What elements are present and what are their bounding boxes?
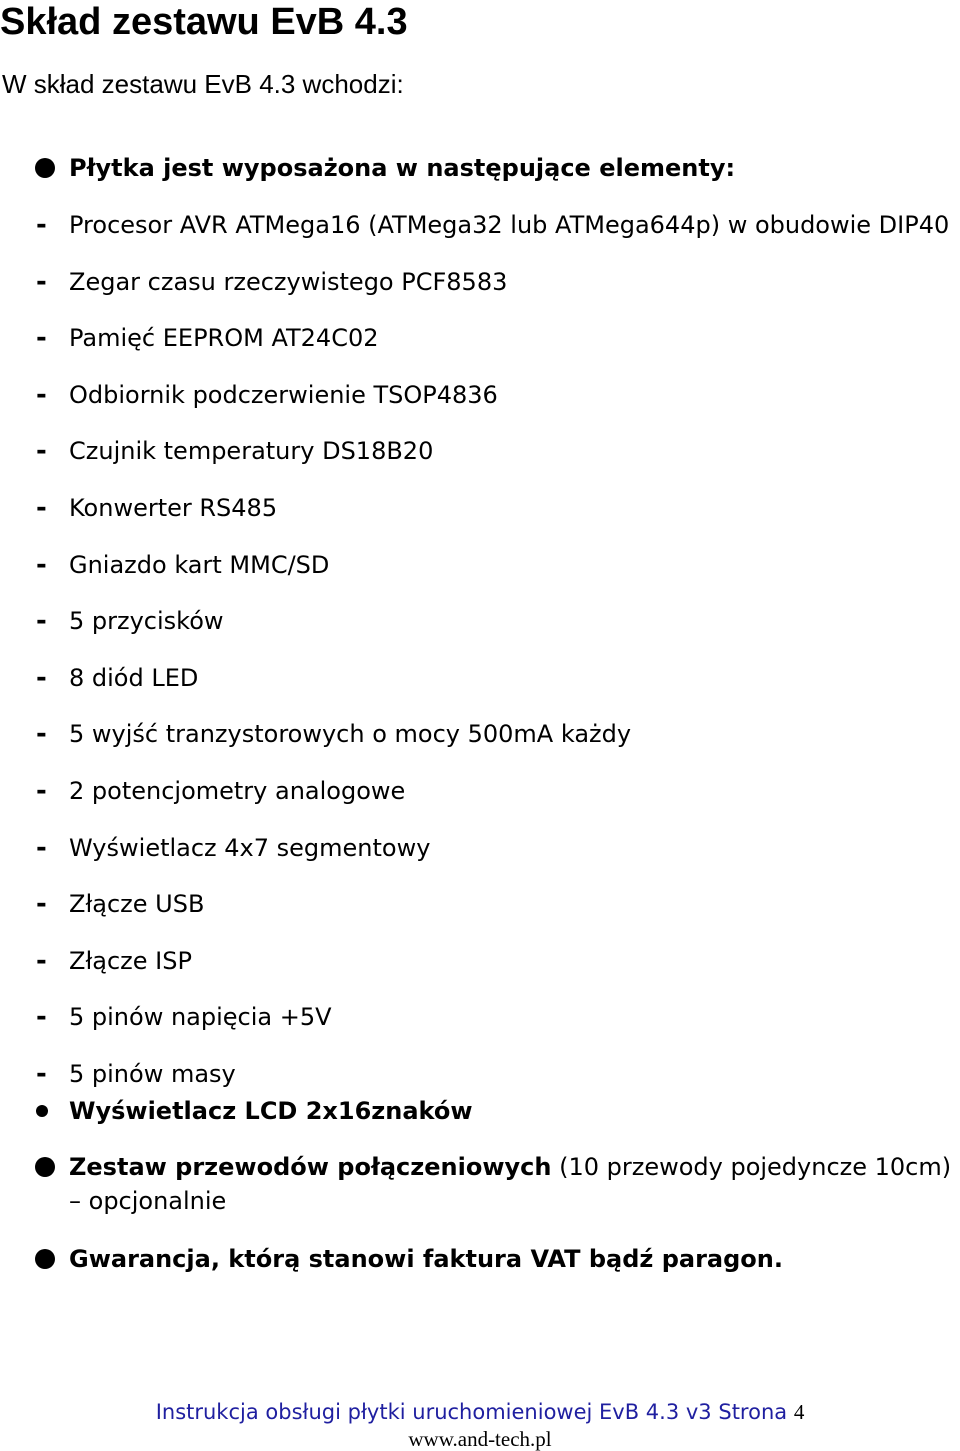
element-item-text: 2 potencjometry analogowe bbox=[69, 777, 406, 805]
warranty-item-text: Gwarancja, którą stanowi faktura VAT bądź paragon. bbox=[69, 1245, 783, 1273]
bullet-icon bbox=[36, 1105, 48, 1117]
footer-page-number: 4 bbox=[793, 1400, 805, 1424]
element-item-text: Zegar czasu rzeczywistego PCF8583 bbox=[69, 268, 508, 296]
element-item-text: Złącze ISP bbox=[69, 947, 192, 975]
dash-marker: - bbox=[36, 1002, 47, 1032]
footer-url: www.and-tech.pl bbox=[408, 1427, 552, 1451]
dash-marker: - bbox=[36, 550, 47, 580]
dash-marker: - bbox=[36, 946, 47, 976]
element-item-text: 5 pinów napięcia +5V bbox=[69, 1003, 332, 1031]
element-item-text: 5 przycisków bbox=[69, 607, 224, 635]
dash-marker: - bbox=[36, 380, 47, 410]
bullet-icon bbox=[35, 1249, 55, 1269]
wires-item-rest: (10 przewody pojedyncze 10cm) – opcjonalnie bbox=[69, 1153, 952, 1215]
dash-marker: - bbox=[36, 323, 47, 353]
dash-marker: - bbox=[36, 776, 47, 806]
element-item-text: 5 wyjść tranzystorowych o mocy 500mA każdy bbox=[69, 720, 632, 748]
bullet-icon bbox=[35, 1157, 55, 1177]
dash-marker: - bbox=[36, 210, 47, 240]
element-item-text: Wyświetlacz 4x7 segmentowy bbox=[69, 834, 431, 862]
footer-line bbox=[0, 1398, 960, 1426]
element-item-text: Konwerter RS485 bbox=[69, 494, 278, 522]
element-item-text: Procesor AVR ATMega16 (ATMega32 lub ATMega644p) w obudowie DIP40 bbox=[69, 211, 950, 239]
dash-marker: - bbox=[36, 606, 47, 636]
page-title: Skład zestawu EvB 4.3 bbox=[0, 1, 408, 43]
element-item-text: Gniazdo kart MMC/SD bbox=[69, 551, 330, 579]
bullet-icon bbox=[35, 158, 55, 178]
dash-marker: - bbox=[36, 663, 47, 693]
dash-marker: - bbox=[36, 889, 47, 919]
dash-marker: - bbox=[36, 719, 47, 749]
wires-item-bold: Zestaw przewodów połączeniowych bbox=[69, 1153, 552, 1181]
element-item-text: Czujnik temperatury DS18B20 bbox=[69, 437, 434, 465]
intro-text: W skład zestawu EvB 4.3 wchodzi: bbox=[2, 69, 404, 99]
dash-marker: - bbox=[36, 833, 47, 863]
dash-marker: - bbox=[36, 1059, 47, 1089]
element-item-text: Odbiornik podczerwienie TSOP4836 bbox=[69, 381, 498, 409]
dash-marker: - bbox=[36, 493, 47, 523]
element-item-text: Złącze USB bbox=[69, 890, 205, 918]
dash-marker: - bbox=[36, 267, 47, 297]
footer-page-label: Strona bbox=[718, 1400, 788, 1424]
wires-item-text bbox=[69, 1150, 960, 1218]
element-item-text: Pamięć EEPROM AT24C02 bbox=[69, 324, 379, 352]
lcd-item-text: Wyświetlacz LCD 2x16znaków bbox=[69, 1097, 473, 1125]
element-item-text: 8 diód LED bbox=[69, 664, 199, 692]
dash-marker: - bbox=[36, 436, 47, 466]
element-item-text: 5 pinów masy bbox=[69, 1060, 236, 1088]
section-heading: Płytka jest wyposażona w następujące elementy: bbox=[69, 154, 736, 182]
footer-text: Instrukcja obsługi płytki uruchomieniowej EvB 4.3 v3 bbox=[155, 1400, 712, 1424]
